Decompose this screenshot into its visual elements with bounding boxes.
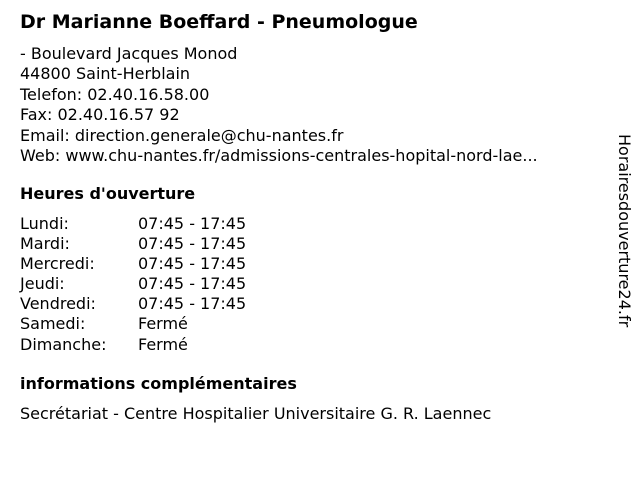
contact-details — [20, 44, 538, 166]
time-value: 07:45 - 17:45 — [138, 294, 247, 314]
info-text: Secrétariat - Centre Hospitalier Universitaire G. R. Laennec — [20, 404, 492, 423]
time-value: 07:45 - 17:45 — [138, 214, 247, 233]
day-label: Mardi: — [20, 234, 70, 254]
street-line: - Boulevard Jacques Monod — [20, 44, 238, 63]
time-value: 07:45 - 17:45 — [138, 274, 247, 294]
watermark: Horairesdouverture24.fr — [615, 134, 634, 328]
city-line: 44800 Saint-Herblain — [20, 64, 191, 84]
hours-heading: Heures d'ouverture — [20, 184, 196, 203]
email-line: Email: direction.generale@chu-nantes.fr — [20, 125, 344, 145]
web-line: Web: www.chu-nantes.fr/admissions-centrales-hopital-nord-lae... — [20, 145, 538, 165]
time-value: 07:45 - 17:45 — [138, 254, 247, 274]
page-title: Dr Marianne Boeffard - Pneumologue — [20, 11, 418, 33]
time-value: Fermé — [138, 314, 188, 334]
time-value: Fermé — [138, 334, 188, 354]
day-label: Samedi: — [20, 314, 86, 334]
fax-line: Fax: 02.40.16.57 92 — [20, 105, 180, 125]
day-label: Lundi: — [20, 214, 69, 233]
day-label: Dimanche: — [20, 334, 107, 354]
day-label: Jeudi: — [20, 274, 65, 294]
day-label: Mercredi: — [20, 254, 95, 274]
day-label: Vendredi: — [20, 294, 96, 314]
phone-line: Telefon: 02.40.16.58.00 — [20, 84, 210, 104]
time-value: 07:45 - 17:45 — [138, 234, 247, 254]
info-heading: informations complémentaires — [20, 374, 297, 393]
